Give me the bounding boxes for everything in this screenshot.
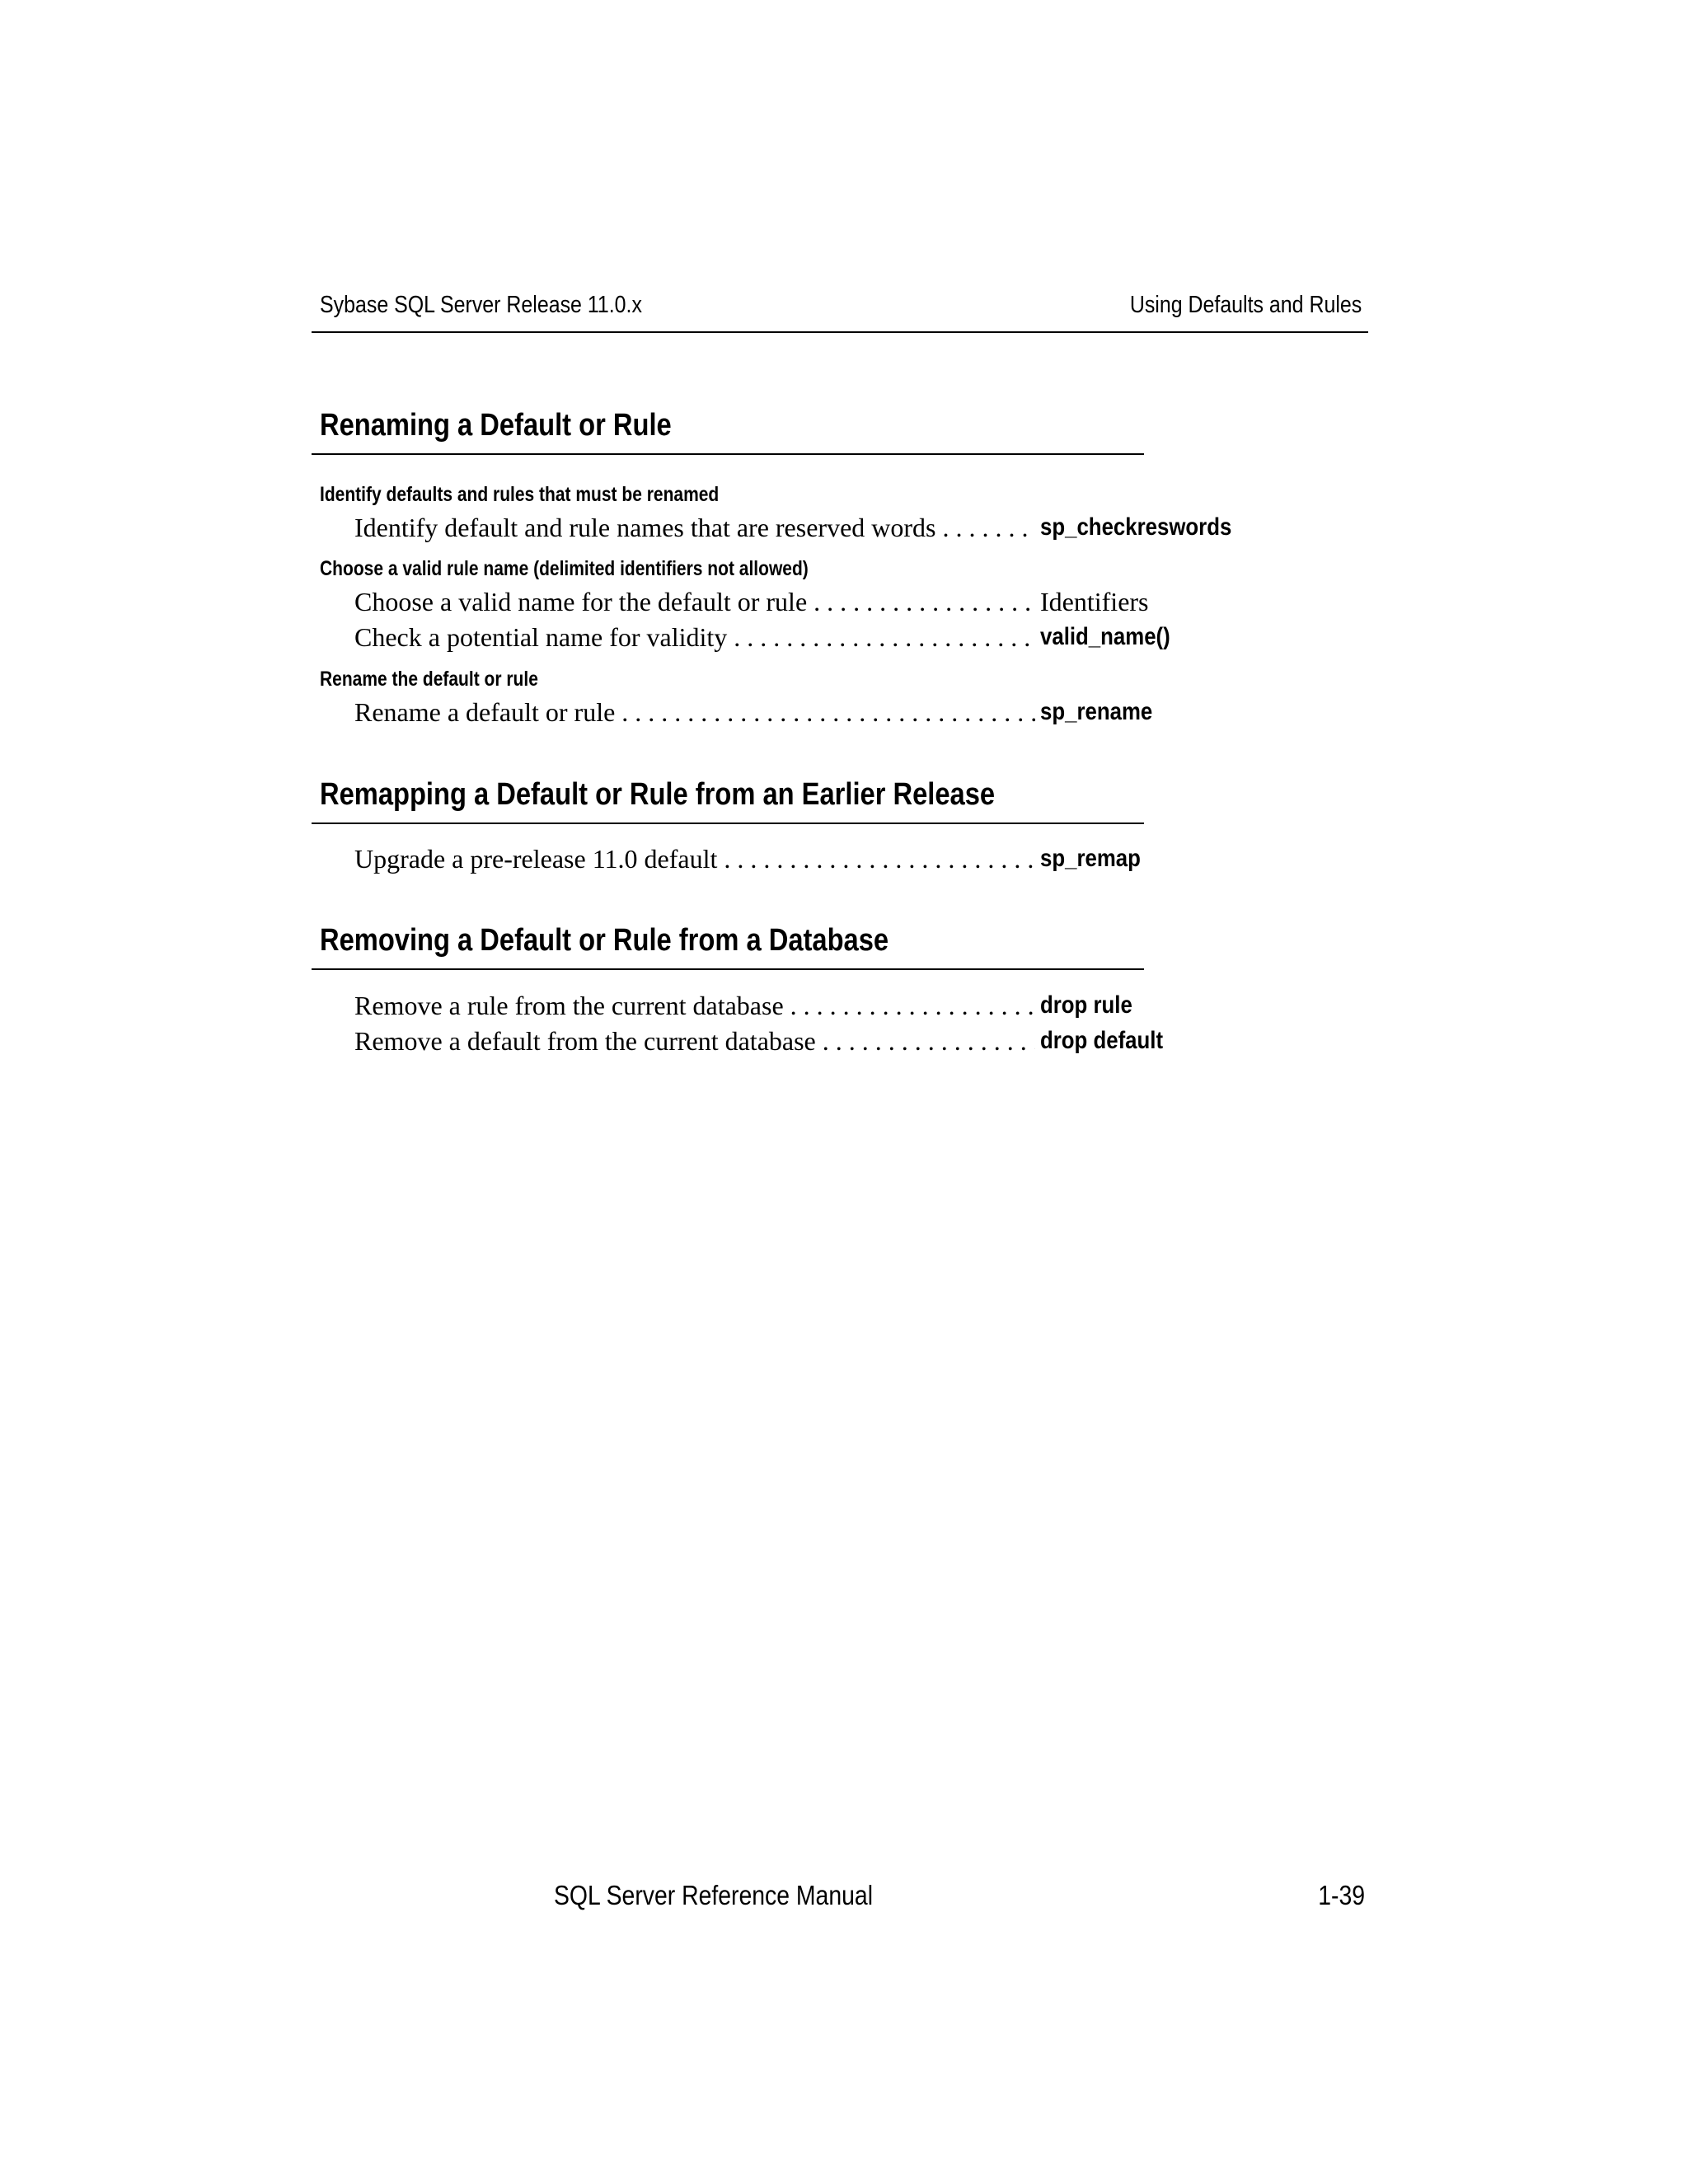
toc-entry [354,619,1261,655]
section-rule [312,968,1144,970]
entry-description: Choose a valid name for the default or rule . . . [354,583,1035,620]
entry-reference: drop default [1040,1027,1164,1054]
toc-entry [354,841,1261,877]
entry-reference: Identifiers [1040,587,1149,616]
section-title: Removing a Default or Rule from a Database [320,923,889,958]
entry-reference: sp_checkreswords [1040,513,1232,541]
section-rule [312,823,1144,824]
entry-reference: sp_rename [1040,698,1153,725]
section-title: Remapping a Default or Rule from an Earlier Release [320,777,996,812]
entry-description: Identify default and rule names that are reserved words . . . [354,509,1035,546]
running-header [312,288,1368,333]
entry-description: Remove a default from the current database . . . [354,1023,1035,1059]
header-product: Sybase SQL Server Release 11.0.x [320,292,642,318]
footer-title: SQL Server Reference Manual [554,1880,873,1910]
entry-reference: drop rule [1040,991,1132,1019]
toc-entry [354,694,1261,730]
entry-reference: sp_remap [1040,845,1141,872]
subheading: Choose a valid rule name (delimited identifiers not allowed) [320,557,809,580]
toc-entry [354,583,1261,620]
entry-description: Check a potential name for validity . . . [354,619,1035,655]
subheading: Rename the default or rule [320,668,538,691]
section-rule [312,453,1144,455]
subheading: Identify defaults and rules that must be renamed [320,483,720,506]
entry-description: Rename a default or rule . . . [354,694,1035,730]
entry-reference: valid_name() [1040,623,1170,650]
entry-description: Remove a rule from the current database . . . [354,987,1035,1024]
toc-entry [354,1023,1261,1059]
header-chapter: Using Defaults and Rules [1129,292,1362,318]
page-number: 1-39 [1318,1880,1365,1910]
section-title: Renaming a Default or Rule [320,408,672,443]
toc-entry [354,987,1261,1024]
toc-entry [354,509,1261,546]
entry-description: Upgrade a pre-release 11.0 default . . . [354,841,1035,877]
